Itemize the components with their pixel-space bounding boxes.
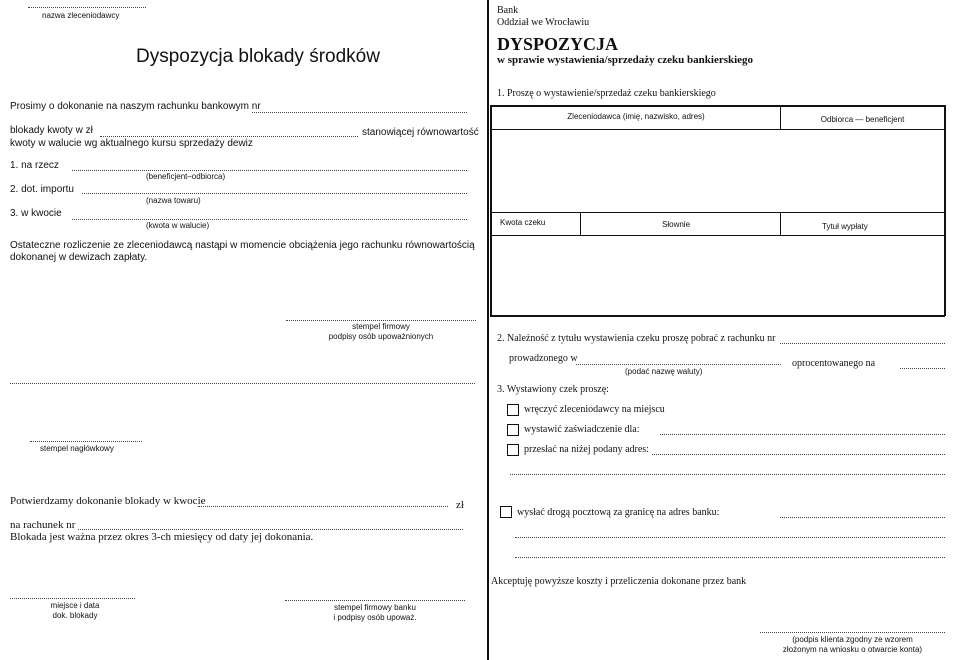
col-words-header: Słownie xyxy=(662,220,691,229)
fee-account-field[interactable] xyxy=(780,343,945,344)
account-number-field[interactable] xyxy=(252,112,467,113)
bank-stamp-line2: i podpisy osób upoważ. xyxy=(333,613,417,622)
kept-in-label: prowadzonego w xyxy=(509,353,578,364)
bank-address-field[interactable] xyxy=(780,517,945,518)
confirm-amount-field[interactable] xyxy=(198,506,448,507)
option-2-label: wystawić zaświadczenie dla: xyxy=(524,424,640,435)
item-1-hint: (beneficjent–odbiorca) xyxy=(146,172,226,181)
amount-label: blokady kwoty w zł xyxy=(10,125,93,136)
client-sig-line1: (podpis klienta zgodny ze wzorem xyxy=(792,635,913,644)
settlement-text: Ostateczne rozliczenie ze zleceniodawcą nastąpi w momencie obciążenia jego rachunku równowartością dokonanej w dewizach zapłaty. xyxy=(10,240,475,263)
col-beneficiary-header: Odbiorca — beneficjent xyxy=(820,115,905,124)
branch-label: Oddział we Wrocławiu xyxy=(497,17,590,28)
currency-field[interactable] xyxy=(576,364,781,365)
left-title: Dyspozycja blokady środków xyxy=(136,46,380,67)
interest-label: oprocentowanego na xyxy=(792,358,876,369)
option-4-label: wysłać drogą pocztową za granicę na adres banku: xyxy=(517,507,720,518)
address-field[interactable] xyxy=(652,454,945,455)
option-2-checkbox[interactable] xyxy=(507,424,519,436)
item-2-hint: (nazwa towaru) xyxy=(146,196,201,205)
col-title-header: Tytuł wypłaty xyxy=(822,222,868,231)
table-right-border xyxy=(944,105,946,316)
request-line: Prosimy o dokonanie na naszym rachunku bankowym nr xyxy=(10,101,261,112)
table-col-divider-1 xyxy=(580,212,581,235)
client-name-field[interactable] xyxy=(28,7,146,8)
equivalent-label: stanowiącej równowartość xyxy=(362,127,479,138)
item-2-field[interactable] xyxy=(82,193,467,194)
right-subtitle: w sprawie wystawienia/sprzedaży czeku bankierskiego xyxy=(497,54,754,66)
option-3-checkbox[interactable] xyxy=(507,444,519,456)
item-3-field[interactable] xyxy=(72,219,467,220)
rate-label: kwoty w walucie wg aktualnego kursu sprzedaży dewiz xyxy=(10,138,253,149)
section-3-text: 3. Wystawiony czek proszę: xyxy=(497,384,609,395)
table-top-border xyxy=(490,105,945,107)
bank-label: Bank xyxy=(497,5,519,16)
stamp-signatures-line1: stempel firmowy xyxy=(352,322,410,331)
header-stamp-label: stempel nagłówkowy xyxy=(40,444,114,453)
header-stamp-field[interactable] xyxy=(30,441,142,442)
bank-stamp-field[interactable] xyxy=(285,600,465,601)
address-line-2[interactable] xyxy=(510,474,945,475)
section-1-text: 1. Proszę o wystawienie/sprzedaż czeku bankierskiego xyxy=(497,88,716,99)
client-sig-line2: złożonym na wniosku o otwarcie konta) xyxy=(782,645,923,654)
client-signature-field[interactable] xyxy=(760,632,945,633)
amount-field[interactable] xyxy=(100,136,358,137)
right-title: DYSPOZYCJA xyxy=(497,34,619,54)
item-1-field[interactable] xyxy=(72,170,467,171)
interest-field[interactable] xyxy=(900,368,945,369)
page-divider xyxy=(487,0,489,660)
confirm-currency: zł xyxy=(456,499,464,511)
table-row-divider xyxy=(490,235,945,236)
item-3-label: 3. w kwocie xyxy=(10,208,62,219)
separator-line xyxy=(10,383,475,384)
option-1-label: wręczyć zleceniodawcy na miejscu xyxy=(524,404,665,415)
stamp-signatures-line2: podpisy osób upoważnionych xyxy=(328,332,434,341)
place-date-field[interactable] xyxy=(10,598,135,599)
place-date-line2: dok. blokady xyxy=(52,611,98,620)
item-3-hint: (kwota w walucie) xyxy=(146,221,210,230)
option-4-checkbox[interactable] xyxy=(500,506,512,518)
place-date-line1: miejsce i data xyxy=(50,601,100,610)
signature-field[interactable] xyxy=(286,320,476,321)
col-client-header: Zleceniodawca (imię, nazwisko, adres) xyxy=(567,112,705,121)
currency-hint: (podać nazwę waluty) xyxy=(625,367,703,376)
option-3-label: przesłać na niżej podany adres: xyxy=(524,444,649,455)
confirm-account-field[interactable] xyxy=(78,529,463,530)
confirm-label: Potwierdzamy dokonanie blokady w kwocie xyxy=(10,495,206,507)
item-1-label: 1. na rzecz xyxy=(10,160,59,171)
table-header-divider xyxy=(490,129,945,130)
bank-stamp-line1: stempel firmowy banku xyxy=(334,603,416,612)
accept-text: Akceptuję powyższe koszty i przeliczenia dokonane przez bank xyxy=(491,576,747,587)
bank-address-line-3[interactable] xyxy=(515,557,945,558)
table-mid-divider xyxy=(490,212,945,213)
validity-text: Blokada jest ważna przez okres 3-ch miesięcy od daty jej dokonania. xyxy=(10,531,314,543)
item-2-label: 2. dot. importu xyxy=(10,184,74,195)
table-left-border xyxy=(490,105,492,316)
option-1-checkbox[interactable] xyxy=(507,404,519,416)
table-bottom-border xyxy=(490,315,945,317)
col-amount-header: Kwota czeku xyxy=(500,218,546,227)
client-name-label: nazwa zleceniodawcy xyxy=(42,11,120,20)
bank-address-line-2[interactable] xyxy=(515,537,945,538)
certificate-field[interactable] xyxy=(660,434,945,435)
account-label: na rachunek nr xyxy=(10,519,76,531)
section-2-text: 2. Należność z tytułu wystawienia czeku proszę pobrać z rachunku nr xyxy=(497,333,776,344)
table-col-divider-2 xyxy=(780,212,781,235)
